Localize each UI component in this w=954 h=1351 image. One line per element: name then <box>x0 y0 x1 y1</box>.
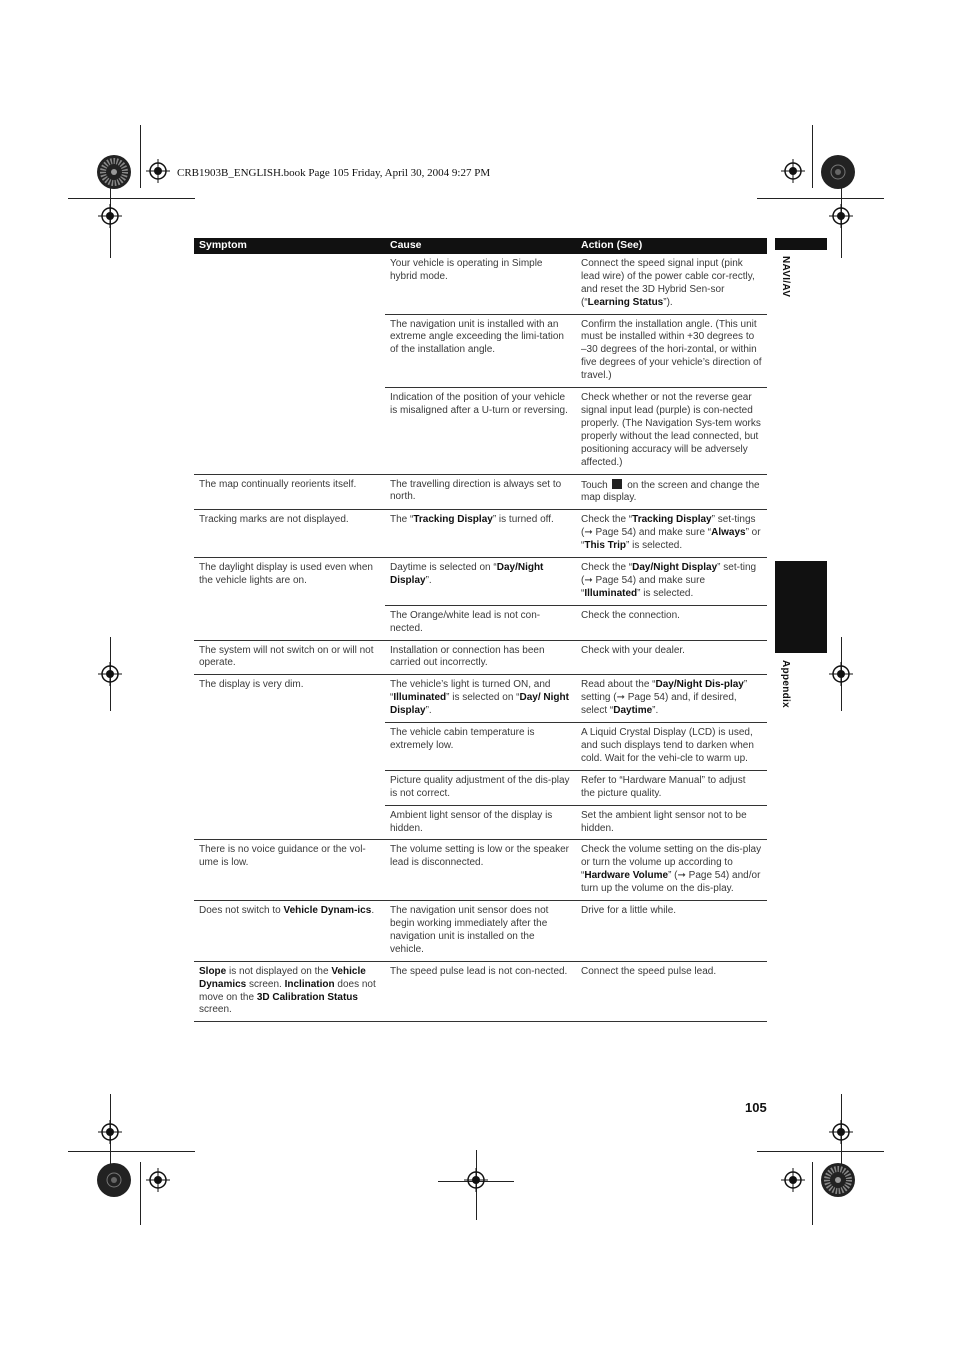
symptom-header: Symptom <box>194 238 385 254</box>
symptom-cell: The system will not switch on or will not operate. <box>194 640 385 675</box>
registration-mark-icon <box>146 159 170 183</box>
action-cell: Read about the “Day/Night Dis-play” setting (➞ Page 54) and, if desired, select “Daytime”. <box>576 675 767 723</box>
action-cell: Check the connection. <box>576 605 767 640</box>
action-cell: Check with your dealer. <box>576 640 767 675</box>
symptom-cell: There is no voice guidance or the vol-ume is low. <box>194 840 385 901</box>
cause-cell: The travelling direction is always set to north. <box>385 474 576 510</box>
table-header-row <box>194 238 767 254</box>
symptom-cell: The map continually reorients itself. <box>194 474 385 510</box>
table-row <box>194 254 767 314</box>
table-row <box>194 901 767 962</box>
cause-cell: The vehicle’s light is turned ON, and “Illuminated” is selected on “Day/ Night Display”. <box>385 675 576 723</box>
action-cell: Check whether or not the reverse gear signal input lead (purple) is con-nected properly. (The Navigation Sys-tem works properly without the lead connected, but positioning accuracy will be adversely affected.) <box>576 388 767 474</box>
color-rosette-icon <box>96 1162 132 1198</box>
cause-cell: Installation or connection has been carried out incorrectly. <box>385 640 576 675</box>
action-cell: A Liquid Crystal Display (LCD) is used, and such displays tend to darken when cold. Wait for the vehi-cle to warm up. <box>576 723 767 771</box>
action-cell: Check the volume setting on the dis-play or turn the volume up according to “Hardware Volume” (➞ Page 54) and/or turn up the volume on the dis-play. <box>576 840 767 901</box>
action-cell: Refer to “Hardware Manual” to adjust the picture quality. <box>576 770 767 805</box>
action-cell: Check the “Tracking Display” set-tings (➞ Page 54) and make sure “Always” or “This Trip” is selected. <box>576 510 767 558</box>
registration-mark-icon <box>781 1168 805 1192</box>
action-cell: Set the ambient light sensor not to be hidden. <box>576 805 767 840</box>
registration-mark-icon <box>98 204 122 228</box>
table-row <box>194 675 767 723</box>
symptom-cell: The daylight display is used even when the vehicle lights are on. <box>194 558 385 641</box>
action-cell: Check the “Day/Night Display” set-ting (➞ Page 54) and make sure “Illuminated” is selected. <box>576 558 767 606</box>
registration-mark-icon <box>98 1120 122 1144</box>
color-rosette-icon <box>820 1162 856 1198</box>
map-orientation-icon <box>612 479 622 489</box>
cause-cell: The navigation unit is installed with an extreme angle exceeding the limi-tation of the installation angle. <box>385 314 576 388</box>
action-cell: Connect the speed pulse lead. <box>576 961 767 1022</box>
registration-mark-icon <box>98 662 122 686</box>
table-row <box>194 558 767 606</box>
registration-mark-icon <box>829 662 853 686</box>
symptom-cell <box>194 254 385 474</box>
registration-mark-icon <box>146 1168 170 1192</box>
cause-cell: The volume setting is low or the speaker lead is disconnected. <box>385 840 576 901</box>
action-cell: Connect the speed signal input (pink lead wire) of the power cable cor-rectly, and reset the 3D Hybrid Sen-sor (“Learning Status”). <box>576 254 767 314</box>
registration-mark-icon <box>464 1168 488 1192</box>
navi-tab-bar <box>775 238 827 250</box>
cause-cell: The speed pulse lead is not con-nected. <box>385 961 576 1022</box>
cause-cell: The vehicle cabin temperature is extremely low. <box>385 723 576 771</box>
action-cell: Touch on the screen and change the map display. <box>576 474 767 510</box>
symptom-cell: Tracking marks are not displayed. <box>194 510 385 558</box>
registration-mark-icon <box>829 204 853 228</box>
table-row <box>194 840 767 901</box>
action-header: Action (See) <box>576 238 767 254</box>
cause-cell: The Orange/white lead is not con-nected. <box>385 605 576 640</box>
color-rosette-icon <box>96 154 132 190</box>
navi-av-tab-label: NAVI/AV <box>780 256 791 298</box>
appendix-tab-label: Appendix <box>780 660 791 708</box>
color-rosette-icon <box>820 154 856 190</box>
print-line: CRB1903B_ENGLISH.book Page 105 Friday, April 30, 2004 9:27 PM <box>177 167 491 179</box>
registration-mark-icon <box>829 1120 853 1144</box>
table-row <box>194 510 767 558</box>
cause-cell: Daytime is selected on “Day/Night Display”. <box>385 558 576 606</box>
action-cell: Drive for a little while. <box>576 901 767 962</box>
symptom-cell: Does not switch to Vehicle Dynam-ics. <box>194 901 385 962</box>
symptom-cell: The display is very dim. <box>194 675 385 840</box>
cause-cell: The navigation unit sensor does not begin working immediately after the navigation unit is installed on the vehicle. <box>385 901 576 962</box>
table-row <box>194 961 767 1022</box>
table-row <box>194 474 767 510</box>
troubleshooting-table <box>194 238 767 1022</box>
appendix-tab-bar <box>775 561 827 653</box>
symptom-cell: Slope is not displayed on the Vehicle Dynamics screen. Inclination does not move on the 3D Calibration Status screen. <box>194 961 385 1022</box>
cause-cell: The “Tracking Display” is turned off. <box>385 510 576 558</box>
cause-cell: Indication of the position of your vehicle is misaligned after a U-turn or reversing. <box>385 388 576 474</box>
page-number: 105 <box>745 1100 767 1115</box>
cause-cell: Your vehicle is operating in Simple hybrid mode. <box>385 254 576 314</box>
registration-mark-icon <box>781 159 805 183</box>
cause-cell: Ambient light sensor of the display is hidden. <box>385 805 576 840</box>
cause-cell: Picture quality adjustment of the dis-play is not correct. <box>385 770 576 805</box>
table-row <box>194 640 767 675</box>
action-cell: Confirm the installation angle. (This unit must be installed within +30 degrees to –30 degrees of the hori-zontal, or within five degrees of your vehicle’s direction of travel.) <box>576 314 767 388</box>
cause-header: Cause <box>385 238 576 254</box>
